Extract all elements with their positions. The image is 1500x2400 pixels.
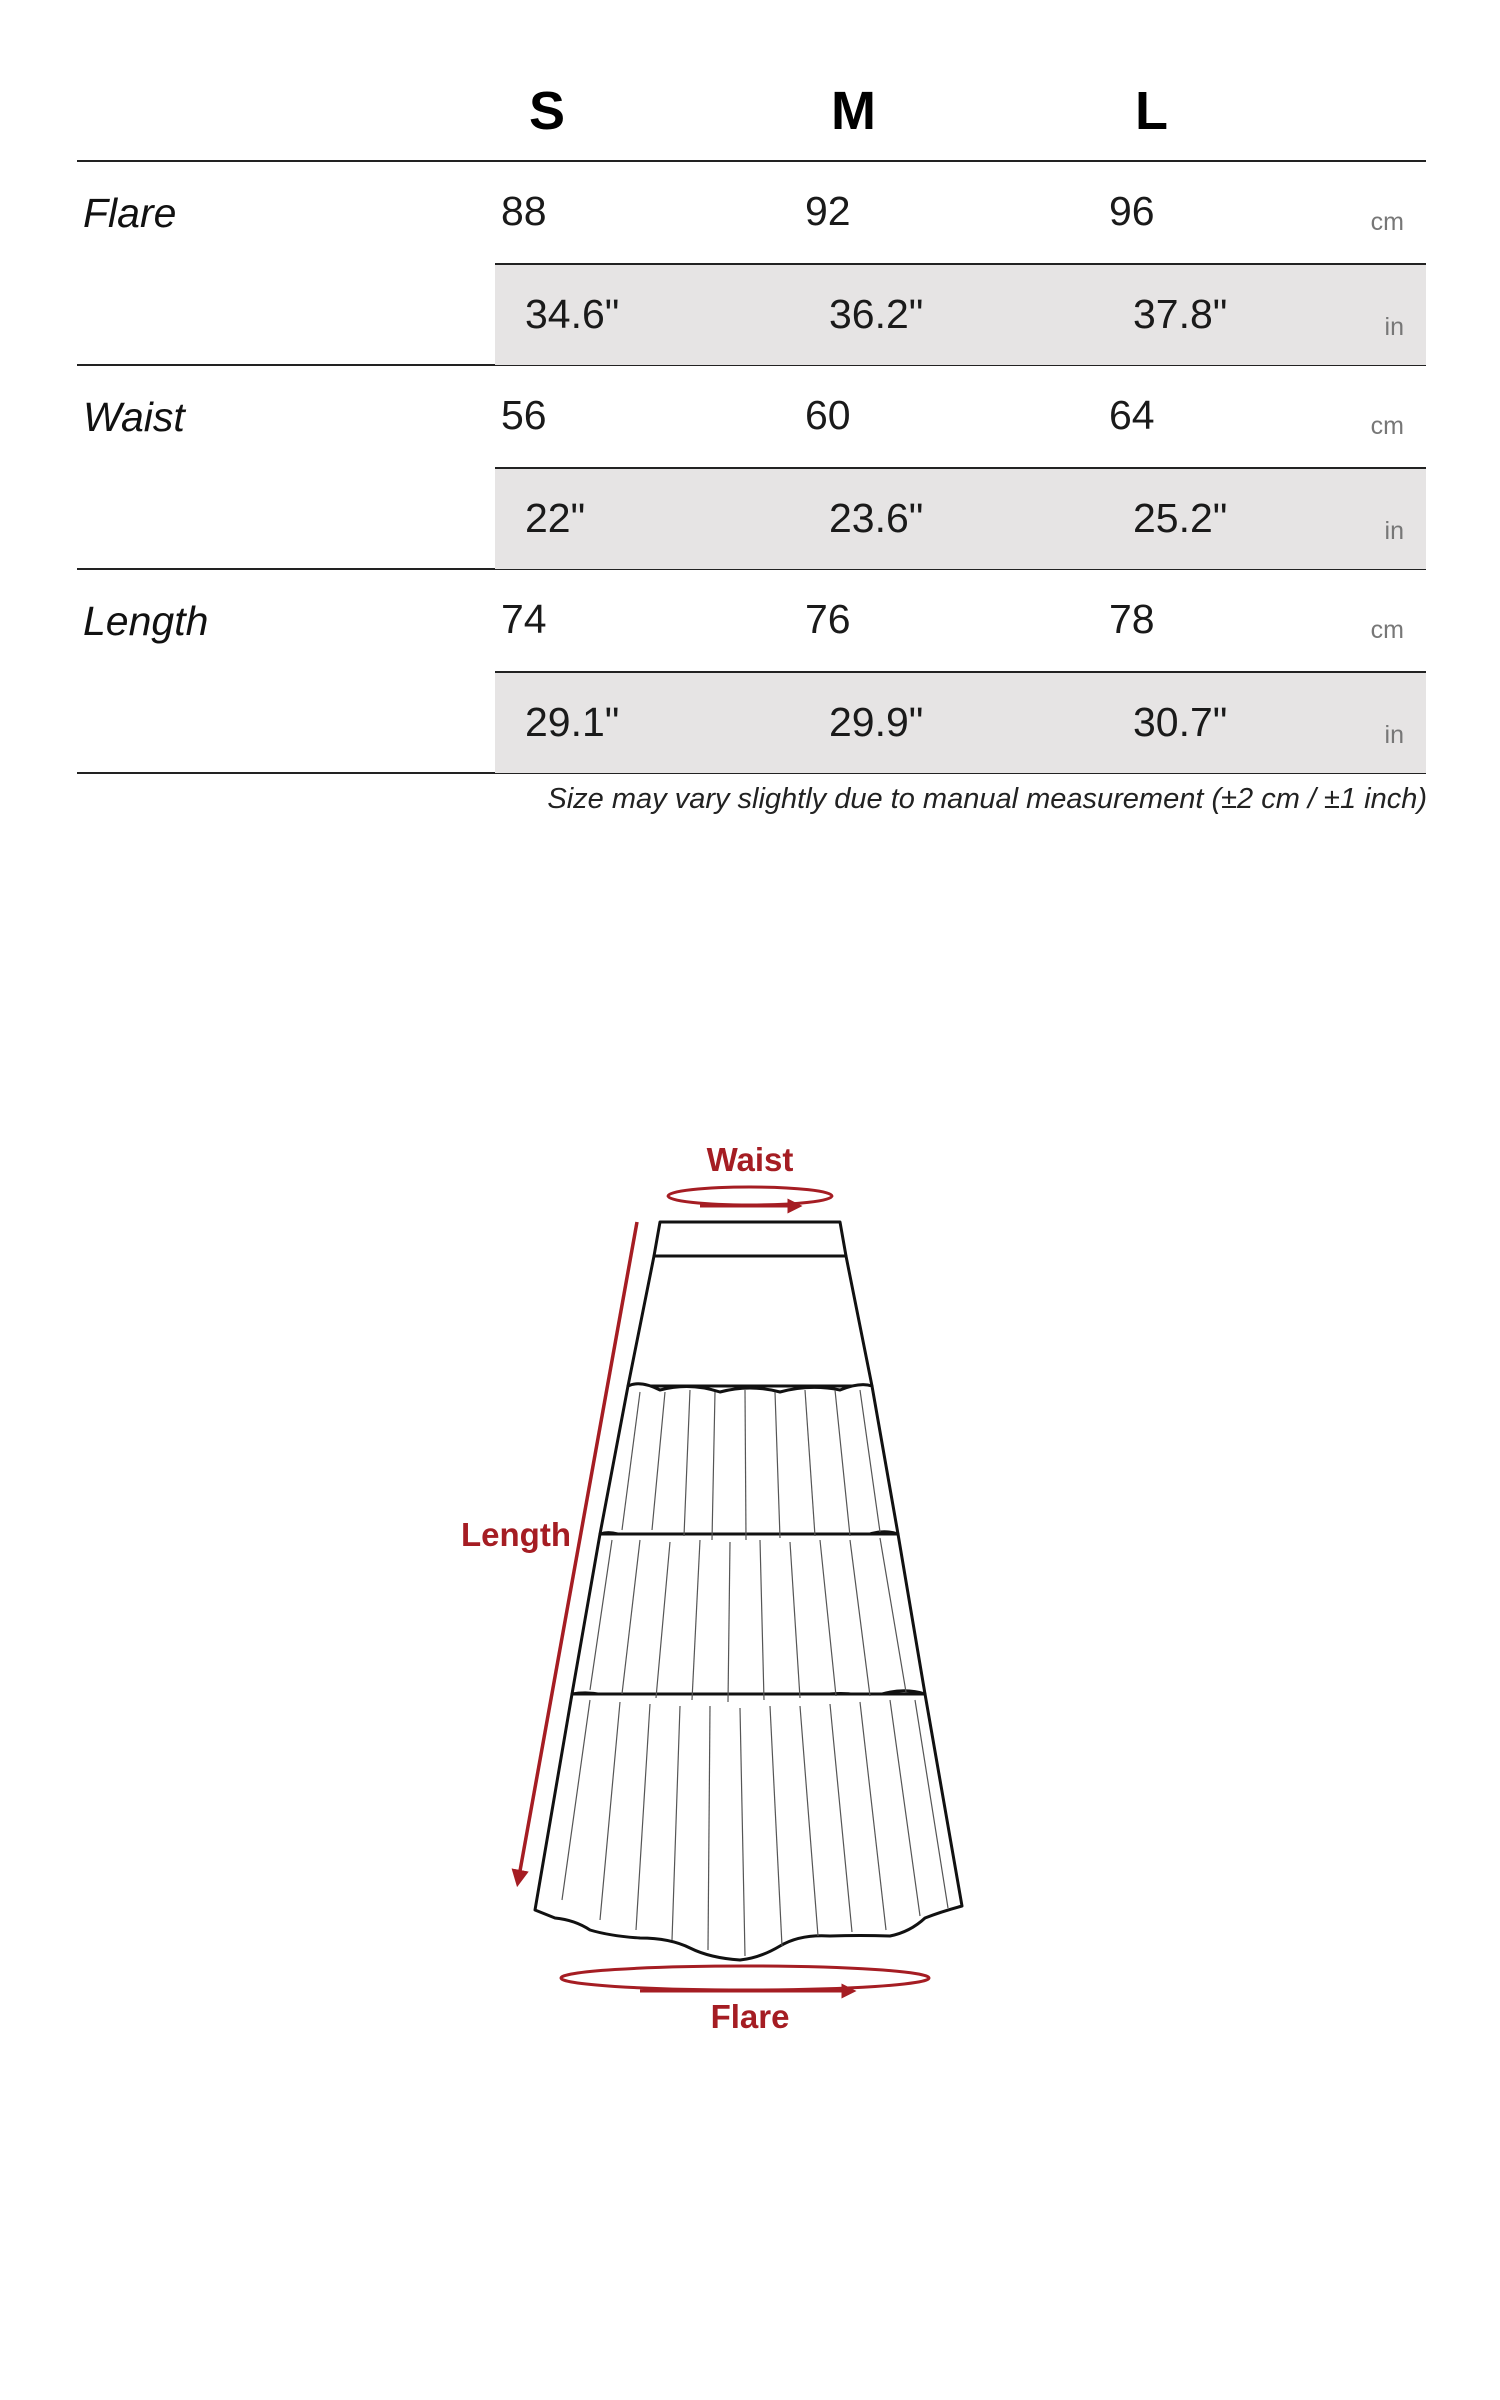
size-header-row [77,62,1426,162]
flare-cm-l: 96 [1109,188,1155,234]
size-chart-table [77,62,1426,774]
flare-in-m: 36.2" [829,291,924,337]
length-in-m: 29.9" [829,699,924,745]
unit-cm-label: cm [1370,616,1404,644]
length-cm-s: 74 [501,596,547,642]
waist-in-m: 23.6" [829,495,924,541]
unit-cm-label: cm [1370,208,1404,236]
measure-group-flare [77,162,1426,366]
flare-in-l: 37.8" [1133,291,1228,337]
length-cm-m: 76 [805,596,851,642]
flare-cm-row [495,162,1426,262]
measure-name-flare: Flare [83,190,177,236]
unit-cm-label: cm [1370,412,1404,440]
measurement-note: Size may vary slightly due to manual measurement (±2 cm / ±1 inch) [547,783,1427,815]
skirt-measurement-diagram [0,1100,1500,2060]
waist-in-l: 25.2" [1133,495,1228,541]
waist-arrow [668,1187,832,1206]
flare-diagram-label: Flare [710,1998,790,2035]
flare-cm-s: 88 [501,188,547,234]
measure-group-waist [77,366,1426,570]
waist-diagram-label: Waist [706,1141,794,1178]
measure-name-length: Length [83,598,209,644]
waist-in-row [495,467,1426,569]
size-header-l: L [1135,81,1168,141]
waist-cm-s: 56 [501,392,547,438]
unit-in-label: in [1384,721,1404,749]
waist-cm-l: 64 [1109,392,1155,438]
waist-cm-m: 60 [805,392,851,438]
length-cm-row [495,570,1426,670]
waist-in-s: 22" [525,495,586,541]
flare-arrow [561,1966,929,1991]
measure-name-waist: Waist [83,394,185,440]
size-header-m: M [831,81,876,141]
unit-in-label: in [1384,517,1404,545]
length-in-row [495,671,1426,773]
skirt-illustration [535,1222,962,1960]
length-cm-l: 78 [1109,596,1155,642]
length-diagram-label: Length [461,1516,571,1553]
size-header-s: S [529,81,566,141]
flare-cm-m: 92 [805,188,851,234]
length-in-s: 29.1" [525,699,620,745]
measure-group-length [77,570,1426,774]
unit-in-label: in [1384,313,1404,341]
length-in-l: 30.7" [1133,699,1228,745]
waist-cm-row [495,366,1426,466]
flare-in-row [495,263,1426,365]
flare-in-s: 34.6" [525,291,620,337]
